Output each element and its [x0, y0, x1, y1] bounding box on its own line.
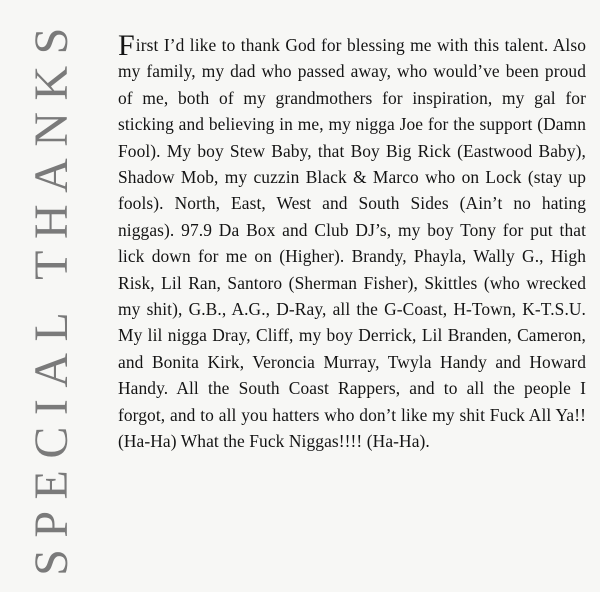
drop-cap-letter: F [118, 29, 135, 62]
thanks-text: irst I’d like to thank God for blessing me with this talent. Also my family, my dad who passed away, who would’ve been proud of me, both of my grandmothers for inspiration, my gal for sticking and believing in me, my nigga Joe for the support (Damn Fool). My boy Stew Baby, that Boy Big Rick (Eastwood Baby), Shadow Mob, my cuzzin Black & Marco who on Lock (stay up fools). North, East, West and South Sides (Ain’t no hating niggas). 97.9 Da Box and Club DJ’s, my boy Tony for put that lick down for me on (Higher). Brandy, Phayla, Wally G., High Risk, Lil Ran, Santoro (Sherman Fisher), Skittles (who wrecked my shit), G.B., A.G., D-Ray, all the G-Coast, H-Town, K-T.S.U. My lil nigga Dray, Cliff, my boy Derrick, Lil Branden, Cameron, and Bonita Kirk, Veroncia Murray, Twyla Handy and Howard Handy. All the South Coast Rappers, and to all the people I forgot, and to all you hatters who don’t like my shit Fuck All Ya!! (Ha-Ha) What the Fuck Niggas!!!! (Ha-Ha). [118, 35, 586, 452]
special-thanks-heading: SPECIAL THANKS [25, 16, 78, 576]
thanks-paragraph [118, 29, 586, 455]
